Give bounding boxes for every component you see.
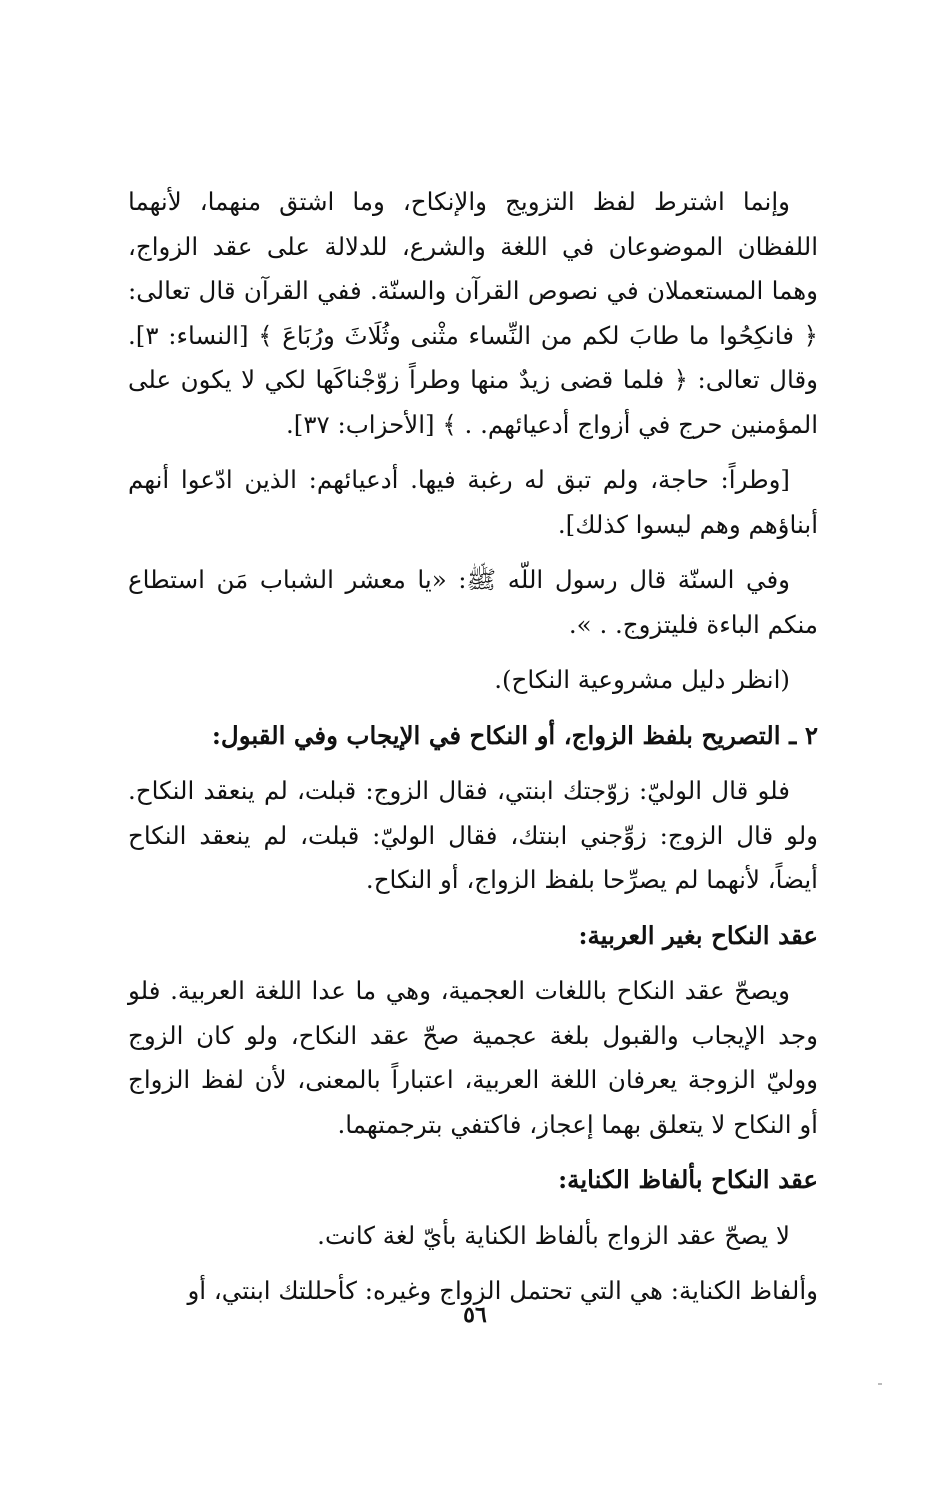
section-heading-kinayah: عقد النكاح بألفاظ الكناية:: [558, 1165, 818, 1194]
paragraph-cross-reference: (انظر دليل مشروعية النكاح).: [494, 665, 790, 694]
paragraph-tazwij-condition: وإنما اشترط لفظ التزويج والإنكاح، وما اشتق منهما، لأنهما اللفظان الموضوعان في اللغة والشرع، للدلالة على عقد الزواج، وهما المستعملان في نصوص القرآن والسنّة. ففي القرآن قال تعالى: ﴿ فانكِحُوا ما طابَ لكم من النِّساء مثْنى وثُلَاثَ ورُبَاعَ ﴾ [النساء: ٣]. وقال تعالى: ﴿ فلما قضى زيدٌ منها وطراً زوّجْناكَها لكي لا يكون على المؤمنين حرج في أزواج أدعيائهم. . ﴾ [الأحزاب: ٣٧].: [128, 187, 818, 439]
section-heading-non-arabic: عقد النكاح بغير العربية:: [578, 920, 818, 950]
section-heading-explicit-wording: ٢ ـ التصريح بلفظ الزواج، أو النكاح في الإيجاب وفي القبول:: [211, 720, 818, 750]
paragraph-sunnah-hadith: وفي السنّة قال رسول اللّه ﷺ: «يا معشر الشباب مَن استطاع منكم الباءة فليتزوج. . ».: [128, 565, 818, 639]
paragraph-wali-example: فلو قال الوليّ: زوّجتك ابنتي، فقال الزوج: قبلت، لم ينعقد النكاح. ولو قال الزوج: زوِّجني ابنتك، فقال الوليّ: قبلت، لم ينعقد النكاح أيضاً، لأنهما لم يصرِّحا بلفظ الزواج، أو النكاح.: [128, 776, 818, 894]
page-body: [128, 180, 818, 1325]
page-number: ٥٦: [463, 1302, 487, 1328]
paragraph-kinayah-invalid: لا يصحّ عقد الزواج بألفاظ الكناية بأيّ لغة كانت.: [317, 1220, 790, 1250]
paragraph-non-arabic-contract: ويصحّ عقد النكاح باللغات العجمية، وهي ما عدا اللغة العربية. فلو وجد الإيجاب والقبول بلغة عجمية صحّ عقد النكاح، ولو كان الزوج ووليّ الزوجة يعرفان اللغة العربية، اعتباراً بالمعنى، لأن لفظ الزواج أو النكاح لا يتعلق بهما إعجاز، فاكتفي بترجمتهما.: [128, 976, 818, 1139]
paragraph-kinayah-definition: وألفاظ الكناية: هي التي تحتمل الزواج وغيره: كأحللتك ابنتي، أو: [187, 1276, 818, 1305]
paragraph-glossary-note: [وطراً: حاجة، ولم تبق له رغبة فيها. أدعيائهم: الذين ادّعوا أنهم أبناؤهم وهم ليسوا كذلك].: [128, 465, 818, 539]
scan-speck: [878, 1383, 882, 1385]
